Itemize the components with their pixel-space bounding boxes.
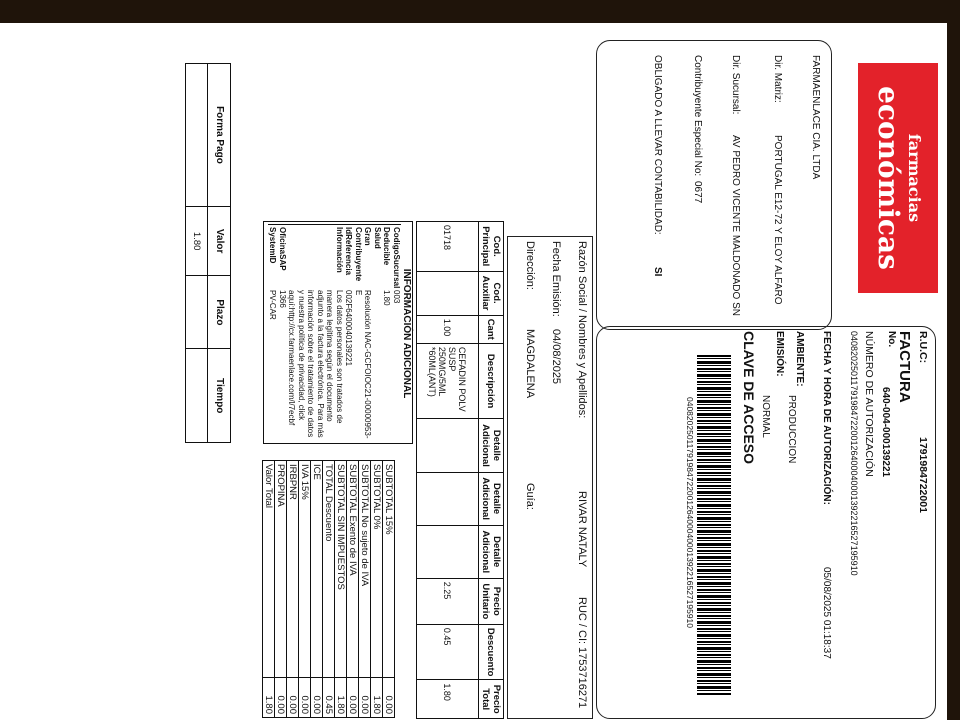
info-value: PV-CAR — [268, 290, 278, 320]
table-cell — [417, 419, 479, 472]
items-header-cell: Cod. Auxiliar — [479, 271, 504, 315]
info-value: 002F6400040139221 — [344, 290, 354, 367]
totales-label: Valor Total — [263, 461, 275, 678]
obligado-label-text: OBLIGADO A LLEVAR CONTABILIDAD: — [652, 55, 663, 235]
totales-label: PROPINA — [275, 461, 287, 678]
info-row — [392, 222, 402, 445]
cliente-box — [507, 236, 593, 719]
contribuyente-label-text: Contribuyente Especial No: — [692, 55, 703, 177]
table-cell — [417, 525, 479, 578]
items-header-cell: Precio Unitario — [479, 578, 504, 624]
invoice-document — [0, 23, 947, 720]
dir-sucursal-label-text: Dir. Sucursal: — [730, 55, 741, 115]
totales-label: SUBTOTAL 15% — [383, 461, 395, 678]
items-header-row — [479, 222, 504, 719]
items-header-cell: Descuento — [479, 624, 504, 680]
cliente-razon-label: Razón Social / Nombres y Apellidos: — [576, 241, 588, 419]
fecha-emision-label: Fecha Emisión: — [550, 241, 562, 317]
ambiente-label: AMBIENTE: — [794, 331, 805, 387]
forma-pago-cell — [186, 64, 209, 207]
direccion-label: Dirección: — [524, 241, 536, 290]
factura-no: 640-004-000139221 — [880, 387, 891, 478]
num-aut-label: NÚMERO DE AUTORIZACIÓN — [863, 331, 875, 477]
totales-row — [347, 461, 359, 718]
info-row — [287, 222, 344, 445]
forma-pago-row — [186, 64, 209, 443]
factura-title: FACTURA — [896, 331, 913, 403]
num-aut: 0408202501179198472200126400040001392216527195910 — [849, 331, 859, 576]
totales-value: 0.00 — [383, 678, 395, 718]
items-header-cell: Detalle Adicional — [479, 472, 504, 525]
totales-row — [311, 461, 323, 718]
forma-pago-wrap — [185, 63, 231, 443]
totales-label: SUBTOTAL SIN IMPUESTOS — [335, 461, 347, 678]
factura-ruc: 1791984722001 — [917, 437, 929, 513]
totales-value: 0.00 — [347, 678, 359, 718]
items-table-wrap — [416, 221, 504, 719]
totales-wrap — [255, 460, 395, 718]
info-key: Información — [287, 224, 344, 286]
info-adicional-rows — [268, 222, 401, 445]
info-key: CodigoSucursal — [392, 224, 402, 286]
totales-label: SUBTOTAL No sujeto de IVA — [359, 461, 371, 678]
totales-value: 1.80 — [263, 678, 275, 718]
totales-row — [299, 461, 311, 718]
items-header-cell: Cant — [479, 315, 504, 343]
table-cell — [417, 271, 479, 315]
direccion: MAGDALENA — [524, 329, 536, 399]
forma-pago-header-cell: Valor — [208, 206, 231, 275]
logo-text-1: farmacias — [905, 133, 924, 223]
totales-label: SUBTOTAL Exento de IVA — [347, 461, 359, 678]
items-header-cell: Detalle Adicional — [479, 419, 504, 472]
obligado-text: SI — [652, 267, 663, 277]
totales-label: SUBTOTAL 0% — [371, 461, 383, 678]
items-body — [417, 222, 479, 719]
forma-pago-header-cell: Plazo — [208, 276, 231, 349]
totales-value: 0.00 — [359, 678, 371, 718]
info-value: 1.80 — [382, 290, 392, 306]
info-value: Resolución NAC-GCFOIOC21-00000953-E — [354, 290, 373, 439]
dir-sucursal-text: AV PEDRO VICENTE MALDONADO SN — [730, 135, 741, 316]
totales-row — [275, 461, 287, 718]
factura-ruc-label: R.U.C: — [917, 331, 929, 364]
forma-pago-header-cell: Tiempo — [208, 349, 231, 443]
info-key: IdReferencia — [344, 224, 354, 286]
items-header-cell: Descripción — [479, 343, 504, 419]
table-cell: 0.45 — [417, 624, 479, 680]
forma-pago-header-cell: Forma Pago — [208, 64, 231, 207]
totales-row — [263, 461, 275, 718]
table-cell: CEFADIN POLV SUSP 250MG/5ML *60ML(ANT) — [417, 343, 479, 419]
ambiente: PRODUCCION — [786, 395, 797, 464]
emision: NORMAL — [760, 395, 771, 438]
dir-matriz-text: PORTUGAL E12-72 Y ELOY ALFARO — [772, 135, 783, 305]
info-row — [344, 222, 354, 445]
fecha-aut-label: FECHA Y HORA DE AUTORIZACIÓN: — [821, 331, 832, 505]
forma-pago-cell: 1.80 — [186, 206, 209, 275]
totales-row — [371, 461, 383, 718]
totales-value: 0.00 — [287, 678, 299, 718]
totales-value: 1.80 — [335, 678, 347, 718]
fecha-emision: 04/08/2025 — [550, 329, 562, 385]
right-dark-bar — [947, 23, 960, 720]
totales-row — [287, 461, 299, 718]
barcode-image — [697, 355, 731, 695]
logo-text-2: económicas — [872, 86, 905, 270]
cliente-razon: RIVAR NATALY — [576, 491, 588, 568]
totales-row — [359, 461, 371, 718]
forma-pago-cell — [186, 349, 209, 443]
emision-label: EMISIÓN: — [774, 331, 785, 377]
items-header-cell: Precio Total — [479, 680, 504, 719]
brand-logo-block — [858, 63, 938, 293]
factura-box — [596, 326, 936, 719]
info-adicional-title: INFORMACIÓN ADICIONAL — [401, 268, 412, 399]
items-header-cell: Cod. Principal — [479, 222, 504, 272]
totales-row — [323, 461, 335, 718]
totales-label: TOTAL Descuento — [323, 461, 335, 678]
info-row — [278, 222, 288, 445]
clave-label: CLAVE DE ACCESO — [741, 331, 757, 465]
info-value: Los datos personales son tratados de manera legítima según el documento adjunto a la factura electrónica. Para más información sobre el tratamiento de datos y nuestra política de privacidad, click aquí:http://cx.farmaenlace.com/l/7ecbf — [287, 290, 344, 438]
emisor-box-screen — [596, 40, 832, 330]
table-cell — [417, 472, 479, 525]
totales-value: 1.80 — [371, 678, 383, 718]
info-value: 1366 — [278, 290, 287, 308]
factura-no-label: No. — [886, 331, 897, 348]
table-cell: 1.00 — [417, 315, 479, 343]
forma-pago-cell — [186, 276, 209, 349]
info-row — [373, 222, 392, 445]
table-row — [417, 222, 479, 719]
contribuyente-text: 0677 — [692, 181, 703, 204]
clave-value: 0408202501179198472200126400040001392216527195910 — [685, 397, 695, 629]
cliente-ruc-label: RUC / CI: — [576, 597, 588, 645]
totales-row — [335, 461, 347, 718]
totales-value: 0.45 — [323, 678, 335, 718]
top-dark-bar — [0, 0, 960, 23]
info-key: OficinaSAP — [278, 224, 288, 286]
totales-label: IVA 15% — [299, 461, 311, 678]
info-key: SystemID — [268, 224, 278, 286]
items-table — [416, 221, 504, 719]
fecha-aut: 05/08/2025 01:18:37 — [821, 567, 832, 659]
info-row — [354, 222, 373, 445]
totales-label: ICE — [311, 461, 323, 678]
dir-matriz-label-text: Dir. Matriz: — [772, 55, 783, 103]
table-cell: 2.25 — [417, 578, 479, 624]
items-header-cell: Detalle Adicional — [479, 525, 504, 578]
info-adicional-box — [263, 221, 413, 444]
info-value: 003 — [392, 290, 401, 304]
totales-row — [383, 461, 395, 718]
cliente-ruc: 1753716271 — [576, 647, 588, 709]
emisor-razon-text: FARMAENLACE CIA. LTDA — [810, 55, 821, 180]
totales-value: 0.00 — [311, 678, 323, 718]
forma-pago-table — [185, 63, 231, 443]
totales-label: IRBPNR — [287, 461, 299, 678]
table-cell: 01718 — [417, 222, 479, 272]
forma-pago-header — [208, 64, 231, 443]
table-cell: 1.80 — [417, 680, 479, 719]
info-row — [268, 222, 278, 445]
totales-table — [262, 460, 395, 718]
guia-label: Guía: — [524, 483, 536, 510]
totales-value: 0.00 — [299, 678, 311, 718]
info-key: Deducible Salud — [373, 224, 392, 286]
info-key: Gran Contribuyente — [354, 224, 373, 286]
totales-value: 0.00 — [275, 678, 287, 718]
